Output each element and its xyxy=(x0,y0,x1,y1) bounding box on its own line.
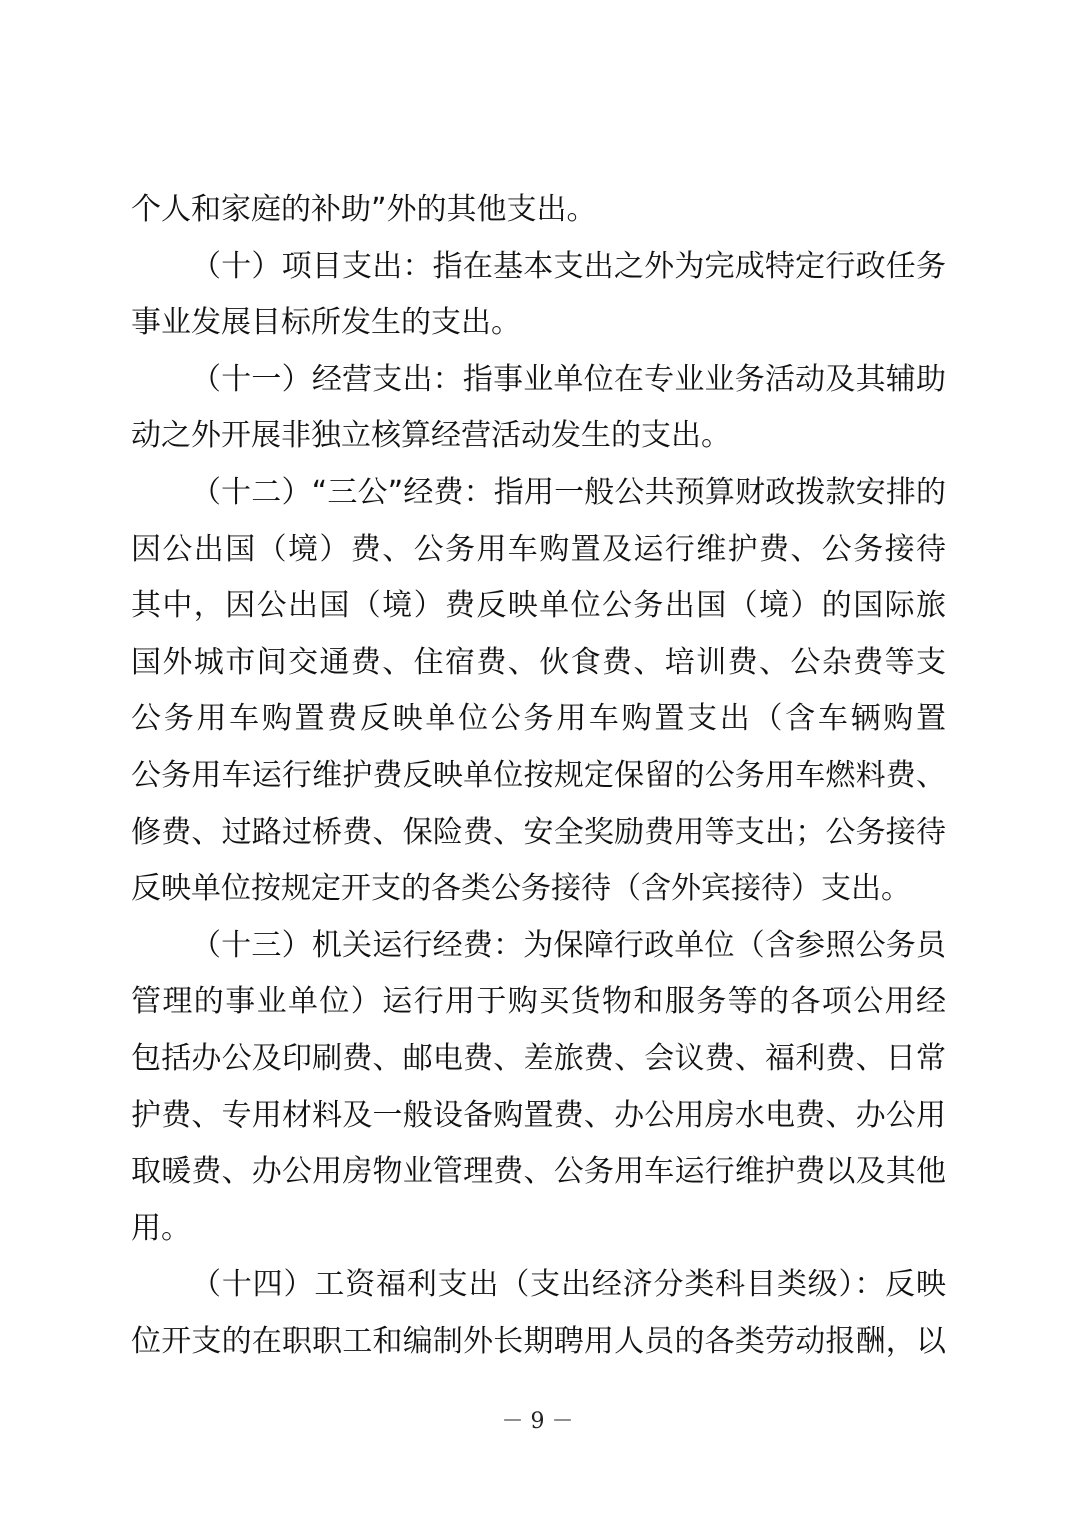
text-line: （十四）工资福利支出（支出经济分类科目类级）：反映 xyxy=(191,1267,946,1303)
text-line: （十一）经营支出：指事业单位在专业业务活动及其辅助 xyxy=(191,361,946,397)
text-line: 反映单位按规定开支的各类公务接待（含外宾接待）支出。 xyxy=(131,871,911,907)
text-line: （十三）机关运行经费：为保障行政单位（含参照公务员 xyxy=(191,927,946,963)
text-line: 护费、专用材料及一般设备购置费、办公用房水电费、办公用 xyxy=(131,1097,946,1133)
text-line: 管理的事业单位）运行用于购买货物和服务等的各项公用经 xyxy=(131,984,946,1020)
body-text xyxy=(131,182,946,1370)
text-line: 国外城市间交通费、住宿费、伙食费、培训费、公杂费等支 xyxy=(131,644,946,680)
text-line: 个人和家庭的补助”外的其他支出。 xyxy=(131,192,597,227)
text-line: 公务用车运行维护费反映单位按规定保留的公务用车燃料费、 xyxy=(131,757,946,793)
text-line: 因公出国（境）费、公务用车购置及运行维护费、公务接待 xyxy=(131,531,946,567)
text-line: 取暖费、办公用房物业管理费、公务用车运行维护费以及其他 xyxy=(131,1154,946,1190)
text-line: 用。 xyxy=(131,1210,191,1246)
text-line: 包括办公及印刷费、邮电费、差旅费、会议费、福利费、日常 xyxy=(131,1040,946,1076)
page-number: － 9 － xyxy=(501,1409,574,1434)
text-line: （十）项目支出：指在基本支出之外为完成特定行政任务 xyxy=(191,248,946,284)
text-line: 修费、过路过桥费、保险费、安全奖励费用等支出；公务接待 xyxy=(131,814,946,850)
text-line: 公务用车购置费反映单位公务用车购置支出（含车辆购置 xyxy=(131,701,946,737)
text-line: 动之外开展非独立核算经营活动发生的支出。 xyxy=(131,418,731,454)
text-line: 其中，因公出国（境）费反映单位公务出国（境）的国际旅 xyxy=(131,588,946,624)
text-line: 事业发展目标所发生的支出。 xyxy=(131,305,521,341)
text-line: 位开支的在职职工和编制外长期聘用人员的各类劳动报酬，以 xyxy=(131,1323,946,1359)
text-line: （十二）“三公”经费：指用一般公共预算财政拨款安排的 xyxy=(191,474,946,510)
